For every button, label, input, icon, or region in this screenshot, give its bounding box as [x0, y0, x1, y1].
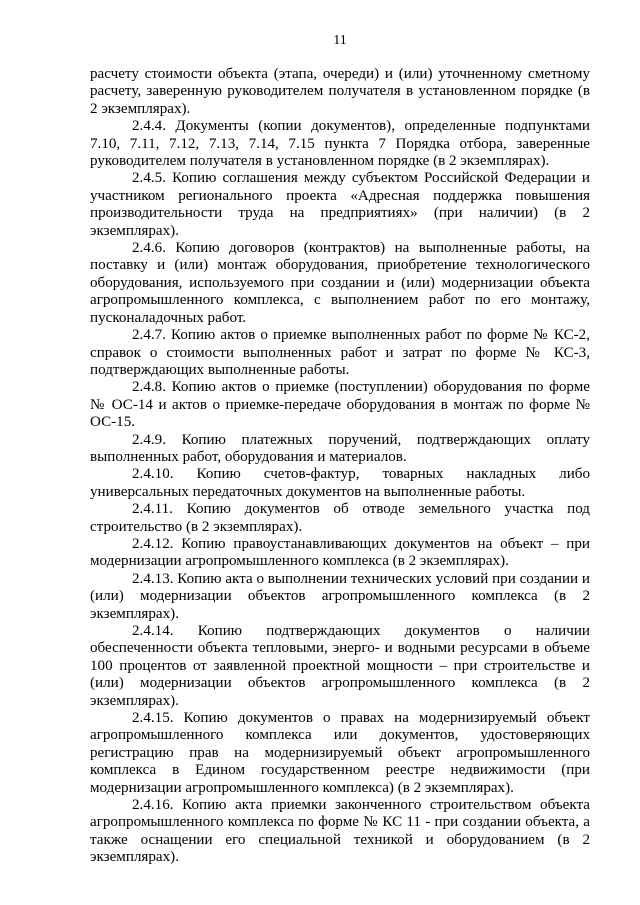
- paragraph-2-4-14: 2.4.14. Копию подтверждающих документов о наличии обеспеченности объекта тепловыми, энерго- и водными ресурсами в объеме 100 процентов от заявленной проектной мощности – при строительстве и (или) модернизации объектов агропромышленного комплекса (в 2 экземплярах).: [90, 623, 590, 709]
- paragraph-2-4-8: 2.4.8. Копию актов о приемке (поступлении) оборудования по форме № ОС-14 и актов о приемке-передаче оборудования в монтаж по форме № ОС-15.: [90, 379, 590, 431]
- paragraph-continuation: расчету стоимости объекта (этапа, очереди) и (или) уточненному сметному расчету, заверенную руководителем получателя в установленном порядке (в 2 экземплярах).: [90, 66, 590, 117]
- document-body: [90, 66, 590, 867]
- paragraph-2-4-6: 2.4.6. Копию договоров (контрактов) на выполненные работы, на поставку и (или) монтаж оборудования, приобретение технологического оборудования, используемого при создании и (или) модернизации объекта агропромышленного комплекса, с выполнением работ по его монтажу, пусконаладочных работ.: [90, 240, 590, 326]
- paragraph-2-4-10: 2.4.10. Копию счетов-фактур, товарных накладных либо универсальных передаточных документов на выполненные работы.: [90, 466, 590, 500]
- paragraph-2-4-4: 2.4.4. Документы (копии документов), определенные подпунктами 7.10, 7.11, 7.12, 7.13, 7.14, 7.15 пункта 7 Порядка отбора, заверенные руководителем получателя в установленном порядке (в 2 экземплярах).: [90, 118, 590, 170]
- paragraph-2-4-12: 2.4.12. Копию правоустанавливающих документов на объект – при модернизации агропромышленного комплекса (в 2 экземплярах).: [90, 535, 590, 570]
- paragraph-2-4-16: 2.4.16. Копию акта приемки законченного строительством объекта агропромышленного комплекса по форме № КС 11 - при создании объекта, а также оснащении его специальной техникой и оборудованием (в 2 экземплярах).: [90, 797, 590, 866]
- paragraph-2-4-13: 2.4.13. Копию акта о выполнении технических условий при создании и (или) модернизации объектов агропромышленного комплекса (в 2 экземплярах).: [90, 570, 590, 622]
- paragraph-2-4-11: 2.4.11. Копию документов об отводе земельного участка под строительство (в 2 экземплярах).: [90, 501, 590, 535]
- paragraph-2-4-7: 2.4.7. Копию актов о приемке выполненных работ по форме № КС-2, справок о стоимости выполненных работ и затрат по форме № КС-3, подтверждающих выполненные работы.: [90, 327, 590, 378]
- paragraph-2-4-15: 2.4.15. Копию документов о правах на модернизируемый объект агропромышленного комплекса или документов, удостоверяющих регистрацию прав на модернизируемый объект агропромышленного комплекса в Едином государственном реестре недвижимости (при модернизации агропромышленного комплекса) (в 2 экземплярах).: [90, 710, 590, 796]
- paragraph-2-4-9: 2.4.9. Копию платежных поручений, подтверждающих оплату выполненных работ, оборудования и материалов.: [90, 431, 590, 465]
- paragraph-2-4-5: 2.4.5. Копию соглашения между субъектом Российской Федерации и участником регионального проекта «Адресная поддержка повышения производительности труда на предприятиях» (при наличии) (в 2 экземплярах).: [90, 170, 590, 239]
- page-number: 11: [333, 33, 347, 48]
